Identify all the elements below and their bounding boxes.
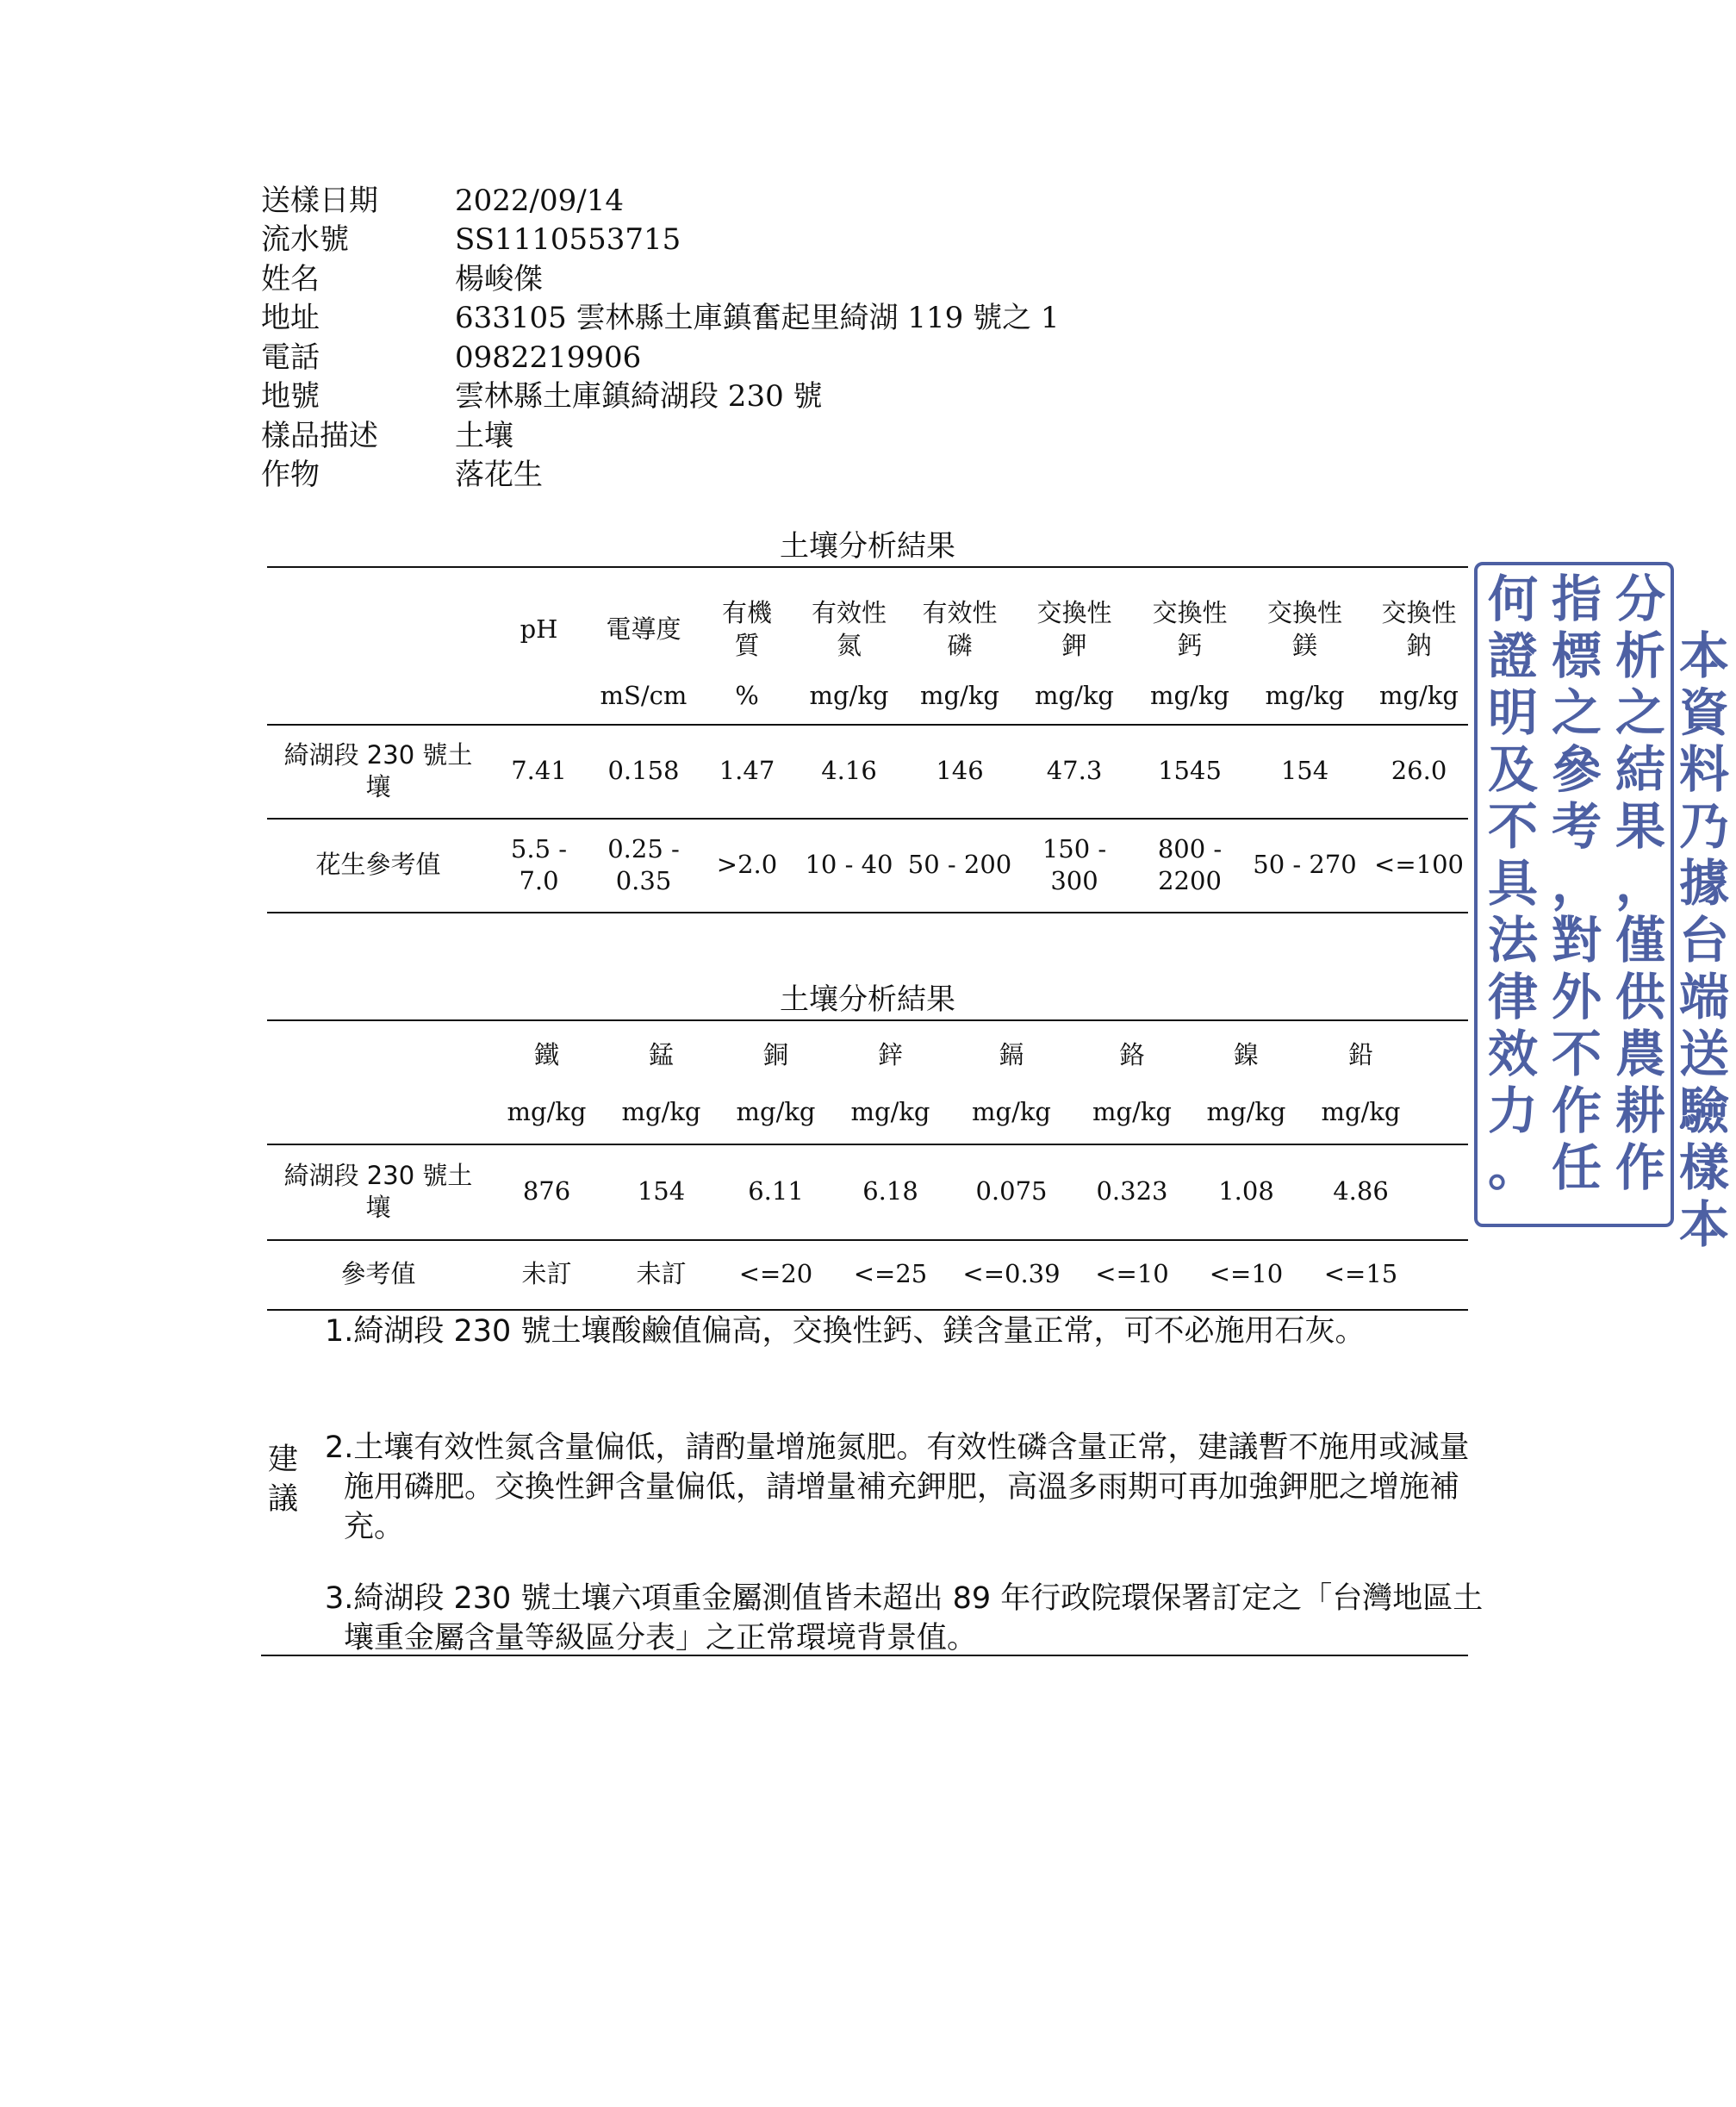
table-cell: 7.41: [511, 756, 567, 786]
info-row: [261, 456, 1209, 496]
column-unit: mg/kg: [507, 1097, 587, 1127]
column-header: 交換性 鉀: [1036, 598, 1112, 660]
recommendation-item-3: 3.綺湖段 230 號土壤六項重金屬測值皆未超出 89 年行政院環保署訂定之「台灣地區土壤重金屬含量等級區分表」之正常環境背景值。: [325, 1581, 1484, 1656]
table-cell: <=20: [738, 1259, 813, 1289]
table-cell: 154: [1280, 756, 1329, 786]
table-cell: <=15: [1323, 1259, 1398, 1289]
column-header: 電導度: [606, 614, 681, 644]
table-row: [267, 822, 1468, 908]
info-label: 電話: [261, 340, 320, 375]
heavy-metal-table: [267, 1019, 1468, 1312]
info-row: [261, 338, 1209, 377]
table-cell: 6.18: [862, 1176, 918, 1206]
column-header: 有效性 磷: [922, 598, 998, 660]
column-unit: mg/kg: [920, 681, 999, 711]
table-cell: 1545: [1158, 756, 1222, 786]
table-cell: 50 - 200: [907, 850, 1012, 880]
table-rule: [267, 1019, 1468, 1021]
info-value: SS1110553715: [455, 222, 681, 258]
table-row: [267, 1244, 1468, 1306]
table-cell: <=10: [1095, 1259, 1169, 1289]
table-row: [267, 728, 1468, 814]
table-cell: 154: [637, 1176, 686, 1206]
recommendation-section: [261, 1303, 1484, 1656]
row-label: 參考值: [340, 1259, 416, 1289]
column-header: 交換性 鈣: [1152, 598, 1228, 660]
unit-row: [267, 675, 1468, 718]
info-value: 雲林縣土庫鎮綺湖段 230 號: [455, 379, 823, 415]
column-unit: mg/kg: [736, 1097, 816, 1127]
table-cell: 未訂: [521, 1259, 572, 1289]
table-cell: <=10: [1209, 1259, 1284, 1289]
column-unit: mg/kg: [1206, 1097, 1286, 1127]
column-unit: mg/kg: [972, 1097, 1051, 1127]
column-header: 錳: [648, 1040, 674, 1070]
info-label: 流水號: [261, 222, 349, 258]
column-unit: mg/kg: [621, 1097, 701, 1127]
table-rule: [267, 1144, 1468, 1145]
sample-info: [261, 181, 1209, 495]
info-row: [261, 221, 1209, 260]
table-cell: 0.323: [1096, 1176, 1168, 1206]
table-cell: 5.5 - 7.0: [510, 833, 568, 895]
table-cell: 4.16: [821, 756, 877, 786]
table-cell: 876: [522, 1176, 571, 1206]
info-row: [261, 299, 1209, 339]
column-unit: mg/kg: [1035, 681, 1114, 711]
table-row: [267, 1149, 1468, 1235]
table-cell: 10 - 40: [805, 850, 893, 880]
table2-title: 土壤分析結果: [780, 982, 955, 1017]
recommendation-item-2: 2.土壤有效性氮含量偏低，請酌量增施氮肥。有效性磷含量正常，建議暫不施用或減量施用磷肥。交換性鉀含量偏低，請增量補充鉀肥，高溫多雨期可再加強鉀肥之增施補充。: [325, 1431, 1470, 1545]
seal-column: 指 標 之 參 考 ， 對 外 不 作 任: [1551, 570, 1602, 1197]
table-cell: <=25: [853, 1259, 928, 1289]
column-unit: mg/kg: [1150, 681, 1229, 711]
column-unit: mg/kg: [1379, 681, 1459, 711]
table-cell: 150 - 300: [1042, 833, 1107, 895]
table-cell: 6.11: [748, 1176, 804, 1206]
table-cell: 47.3: [1046, 756, 1103, 786]
disclaimer-seal-stamp: [1474, 562, 1729, 1254]
column-header: 交換性 鈉: [1381, 598, 1457, 660]
info-value: 2022/09/14: [455, 183, 624, 218]
column-unit: mg/kg: [1321, 1097, 1401, 1127]
table-rule: [267, 724, 1468, 726]
table-rule: [267, 1239, 1468, 1241]
seal-column: 分 析 之 結 果 ， 僅 供 農 耕 作: [1615, 570, 1665, 1197]
header-row: [267, 1030, 1468, 1082]
column-header: 有效性 氮: [811, 598, 887, 660]
table-rule: [267, 912, 1468, 913]
table-rule: [267, 566, 1468, 568]
info-label: 送樣日期: [261, 183, 378, 218]
column-header: 有機 質: [721, 598, 772, 660]
table-cell: 0.075: [975, 1176, 1048, 1206]
info-row: [261, 181, 1209, 221]
table-cell: 26.0: [1391, 756, 1447, 786]
column-header: 交換性 鎂: [1266, 598, 1342, 660]
table-cell: 0.158: [607, 756, 680, 786]
column-header: 鎳: [1233, 1040, 1259, 1070]
info-value: 楊峻傑: [455, 261, 543, 296]
table-cell: >2.0: [716, 850, 778, 880]
column-header: 鐵: [533, 1040, 559, 1070]
row-label: 綺湖段 230 號土 壤: [283, 1160, 473, 1222]
column-header: 鉛: [1347, 1040, 1373, 1070]
unit-row: [267, 1087, 1468, 1138]
table-cell: 4.86: [1333, 1176, 1389, 1206]
column-unit: mg/kg: [850, 1097, 930, 1127]
header-row: [267, 589, 1468, 670]
info-value: 土壤: [455, 418, 513, 453]
table1-title: 土壤分析結果: [780, 529, 955, 564]
seal-column: 何 證 明 及 不 具 法 律 效 力 。: [1487, 570, 1538, 1197]
info-row: [261, 259, 1209, 299]
table-rule: [267, 818, 1468, 820]
table-cell: <=100: [1374, 850, 1464, 880]
column-unit: mg/kg: [1265, 681, 1345, 711]
column-header: 鎘: [999, 1040, 1024, 1070]
table-cell: 1.08: [1218, 1176, 1274, 1206]
column-header: 銅: [762, 1040, 788, 1070]
column-unit: %: [735, 681, 759, 711]
table-cell: 800 - 2200: [1157, 833, 1223, 895]
info-value: 落花生: [455, 458, 543, 493]
table-cell: 1.47: [719, 756, 775, 786]
info-label: 樣品描述: [261, 418, 378, 453]
column-header: pH: [520, 614, 558, 644]
table-cell: <=0.39: [962, 1259, 1061, 1289]
row-label: 綺湖段 230 號土 壤: [283, 739, 473, 801]
column-header: 鉻: [1119, 1040, 1145, 1070]
column-header: 鋅: [877, 1040, 903, 1070]
column-unit: mg/kg: [809, 681, 889, 711]
info-label: 姓名: [261, 261, 320, 296]
bottom-rule: [261, 1655, 1468, 1656]
recommendation-label: 建 議: [268, 1443, 299, 1517]
info-label: 地址: [261, 301, 320, 336]
info-value: 0982219906: [455, 340, 642, 375]
table-cell: 0.25 - 0.35: [607, 833, 680, 895]
seal-column: 本 資 料 乃 據 台 端 送 驗 樣 本: [1678, 626, 1729, 1254]
soil-analysis-table: [267, 564, 1468, 918]
info-label: 作物: [261, 458, 320, 493]
info-value: 633105 雲林縣土庫鎮奮起里綺湖 119 號之 1: [455, 301, 1060, 336]
column-unit: mS/cm: [600, 681, 688, 711]
table-cell: 50 - 270: [1253, 850, 1357, 880]
info-label: 地號: [261, 379, 320, 415]
recommendation-item-1: 1.綺湖段 230 號土壤酸鹼值偏高，交換性鈣、鎂含量正常，可不必施用石灰。: [325, 1314, 1366, 1349]
table-cell: 未訂: [636, 1259, 687, 1289]
info-row: [261, 416, 1209, 456]
row-label: 花生參考值: [315, 850, 441, 880]
info-row: [261, 377, 1209, 417]
column-unit: mg/kg: [1092, 1097, 1172, 1127]
table-cell: 146: [936, 756, 984, 786]
